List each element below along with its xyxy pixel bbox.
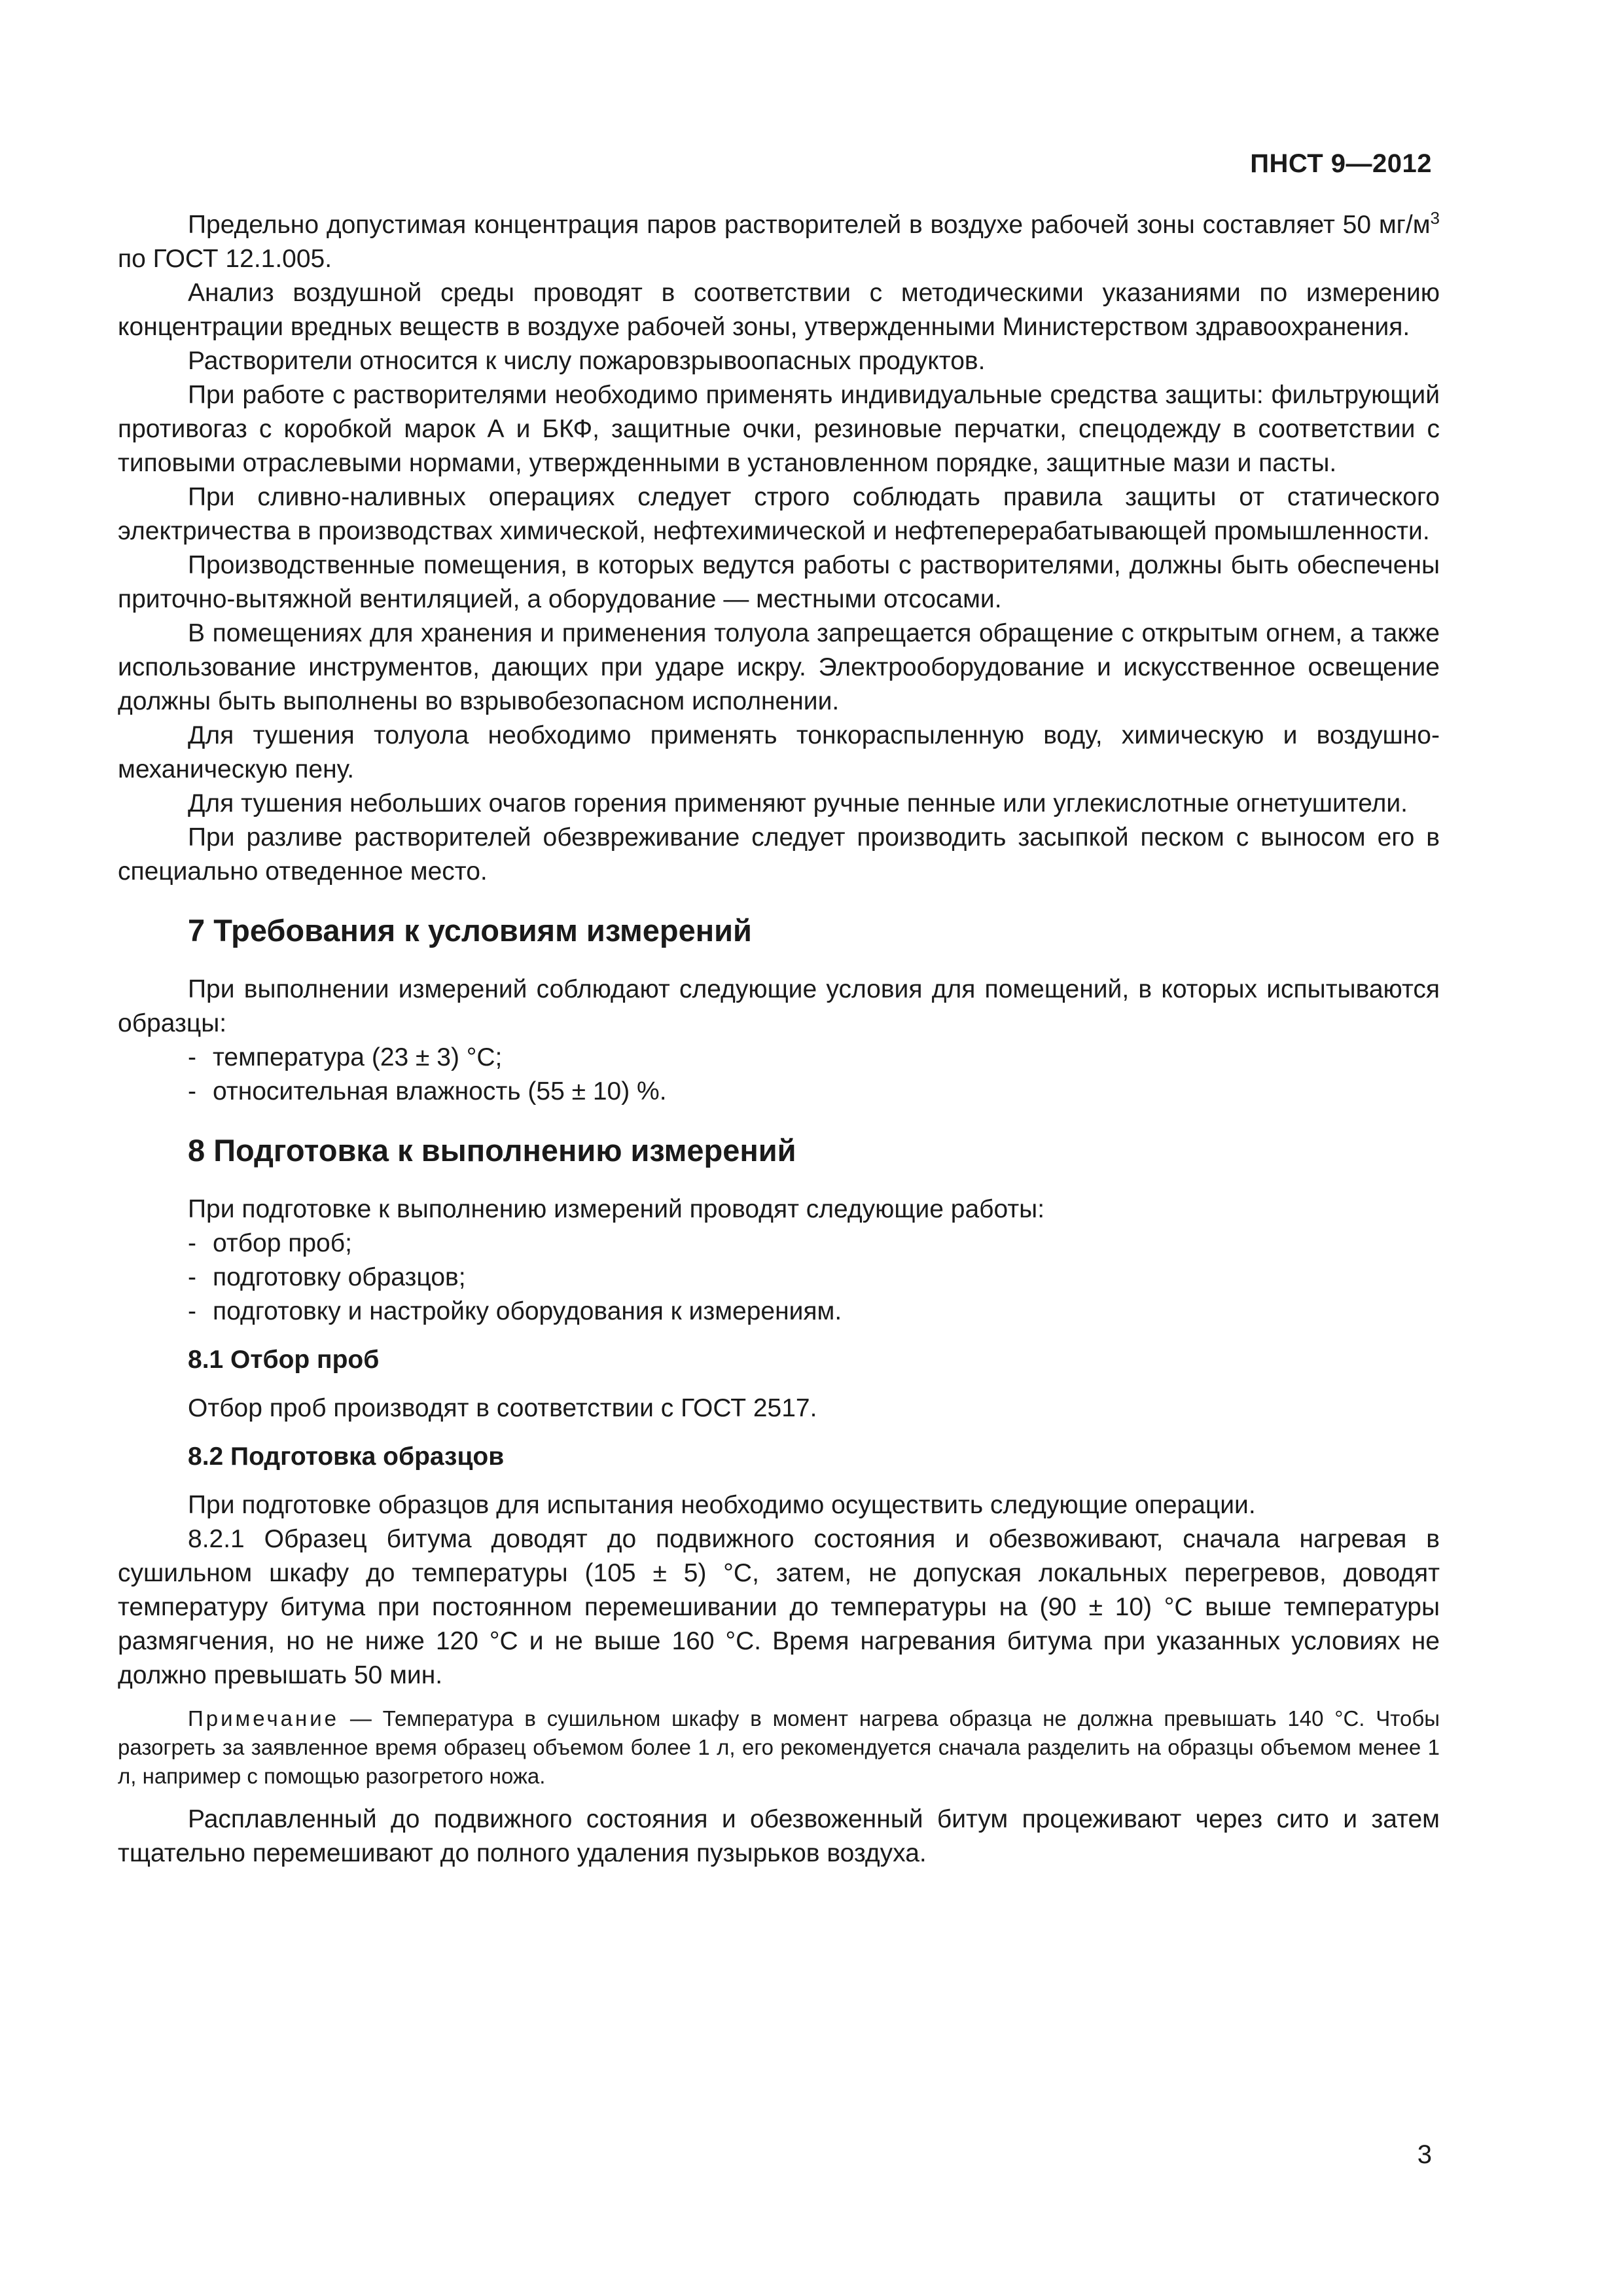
note-text: — Температура в сушильном шкафу в момент нагрева образца не должна превышать 140 °С. Чтобы разогреть за заявленное время образец объемом более 1 л, его рекомендуется сначала разделить на образцы объемом менее 1 л, например с помощью разогретого ножа.	[118, 1706, 1440, 1788]
paragraph-protection: При работе с растворителями необходимо применять индивидуальные средства защиты: фильтрующий противогаз с коробкой марок А и БКФ, защитные очки, резиновые перчатки, спецодежду в соответствии с типовыми отраслевыми нормами, утвержденными в установленном порядке, защитные мази и пасты.	[118, 381, 1440, 477]
paragraph-final: Расплавленный до подвижного состояния и обезвоженный битум процеживают через сито и затем тщательно перемешивают до полного удаления пузырьков воздуха.	[118, 1805, 1440, 1867]
paragraph-concentration: Предельно допустимая концентрация паров растворителей в воздухе рабочей зоны составляет 50 $мг/м^3$ по ГОСТ 12.1.005.	[118, 208, 1440, 273]
paragraph-extinguishers: Для тушения небольших очагов горения применяют ручные пенные или углекислотные огнетушители.	[188, 789, 1408, 817]
paragraph-spill: При разливе растворителей обезвреживание следует производить засыпкой песком с выносом его в специально отведенное место.	[118, 823, 1440, 886]
subsection-8-2-intro: При подготовке образцов для испытания необходимо осуществить следующие операции.	[188, 1491, 1256, 1519]
paragraph-static: При сливно-наливных операциях следует строго соблюдать правила защиты от статического электричества в производствах химической, нефтехимической и нефтеперерабатывающей промышленности.	[118, 483, 1440, 545]
superscript: 3	[1430, 208, 1440, 228]
section-7-title: 7 Требования к условиям измерений	[188, 913, 752, 948]
subsection-8-2-1-text: 8.2.1 Образец битума доводят до подвижного состояния и обезвоживают, сначала нагревая в сушильном шкафу до температуры (105 ± 5) °С, затем, не допуская локальных перегревов, доводят температуру битума при постоянном перемешивании до температуры на (90 ± 10) °С выше температуры размягчения, но не ниже 120 °С и не выше 160 °С. Время нагревания битума при указанных условиях не должно превышать 50 мин.	[118, 1525, 1440, 1689]
document-header: ПНСТ 9—2012	[1250, 149, 1432, 178]
note-label: Примечание	[188, 1706, 340, 1731]
list-item: - температура (23 ± 3) °С;	[188, 1041, 1440, 1075]
section-8-list	[118, 1227, 1440, 1329]
subsection-8-2-title: 8.2 Подготовка образцов	[188, 1443, 505, 1471]
note	[118, 1704, 1440, 1791]
page-number: 3	[1417, 2140, 1432, 2169]
paragraph-storage: В помещениях для хранения и применения толуола запрещается обращение с открытым огнем, а также использование инструментов, дающих при ударе искру. Электрооборудование и искусственное освещение должны быть выполнены во взрывобезопасном исполнении.	[118, 619, 1440, 715]
paragraph-ventilation: Производственные помещения, в которых ведутся работы с растворителями, должны быть обеспечены приточно-вытяжной вентиляцией, а оборудование — местными отсосами.	[118, 551, 1440, 613]
section-8-title: 8 Подготовка к выполнению измерений	[188, 1133, 796, 1168]
subsection-8-1-title: 8.1 Отбор проб	[188, 1346, 380, 1374]
document-body	[118, 208, 1440, 1871]
list-item: - отбор проб;	[188, 1227, 1440, 1261]
paragraph-fire-hazard: Растворители относится к числу пожаровзрывоопасных продуктов.	[188, 347, 986, 375]
subsection-8-1-text: Отбор проб производят в соответствии с ГОСТ 2517.	[188, 1394, 817, 1422]
section-7-list	[118, 1041, 1440, 1109]
section-8-intro: При подготовке к выполнению измерений проводят следующие работы:	[188, 1195, 1045, 1223]
list-item: - подготовку образцов;	[188, 1261, 1440, 1295]
list-item: - подготовку и настройку оборудования к измерениям.	[188, 1295, 1440, 1329]
section-7-intro: При выполнении измерений соблюдают следующие условия для помещений, в которых испытываются образцы:	[118, 975, 1440, 1037]
paragraph-extinguishing: Для тушения толуола необходимо применять тонкораспыленную воду, химическую и воздушно-механическую пену.	[118, 721, 1440, 783]
list-item: - относительная влажность (55 ± 10) %.	[188, 1075, 1440, 1109]
paragraph-air-analysis: Анализ воздушной среды проводят в соответствии с методическими указаниями по измерению концентрации вредных веществ в воздухе рабочей зоны, утвержденными Министерством здравоохранения.	[118, 279, 1440, 341]
